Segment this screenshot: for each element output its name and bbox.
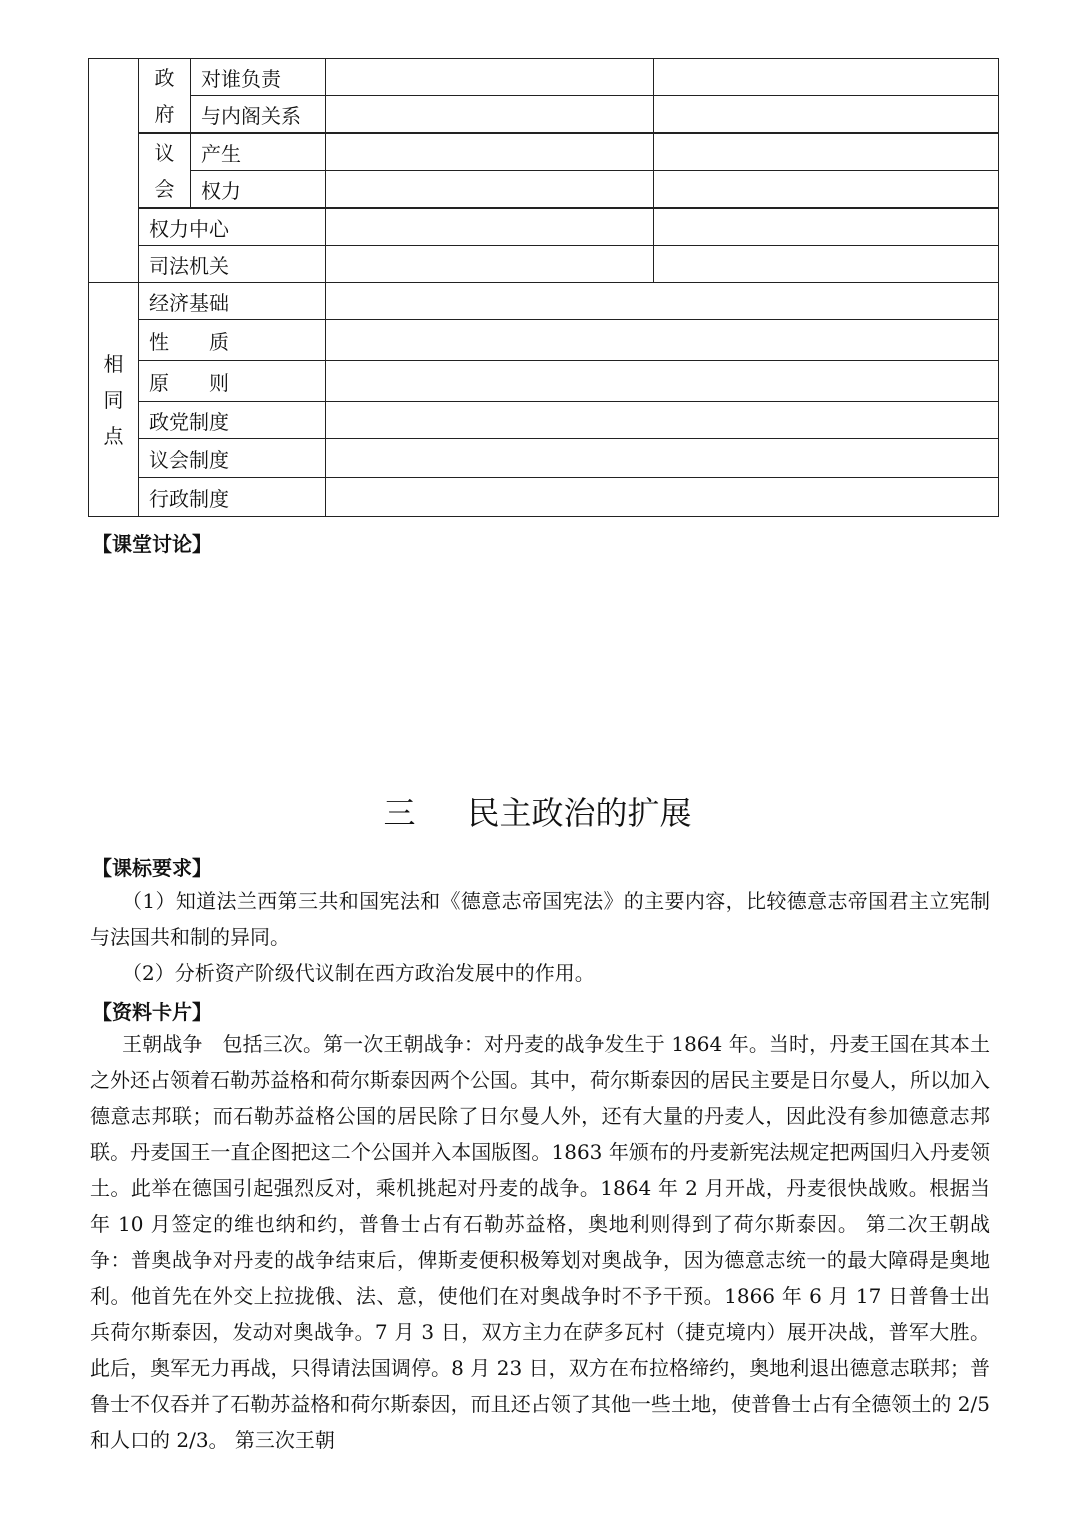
card-heading: 【资料卡片】 — [92, 1000, 212, 1024]
answer-cell — [654, 208, 999, 246]
answer-cell — [326, 439, 999, 478]
answer-cell — [654, 246, 999, 283]
answer-cell — [654, 59, 999, 96]
row-label-nature: 性 质 — [139, 320, 326, 361]
gov-group-cell — [139, 59, 191, 134]
answer-cell — [326, 246, 654, 283]
row-label-parl-power: 权力 — [191, 171, 326, 209]
row-label-judiciary: 司法机关 — [139, 246, 326, 283]
answer-cell — [654, 133, 999, 171]
answer-cell — [326, 320, 999, 361]
same-group-cell — [89, 283, 139, 517]
parl-group-char: 议 — [154, 140, 175, 165]
same-group-char: 同 — [103, 387, 124, 412]
answer-cell — [326, 402, 999, 439]
row-label-principle: 原 则 — [139, 361, 326, 402]
row-label-gov-cabinet: 与内阁关系 — [191, 96, 326, 134]
standards-heading: 【课标要求】 — [92, 856, 212, 880]
answer-cell — [654, 171, 999, 209]
discussion-heading: 【课堂讨论】 — [92, 532, 212, 556]
answer-cell — [326, 478, 999, 517]
lesson-number: 三 — [383, 794, 416, 832]
answer-cell — [654, 96, 999, 134]
answer-cell — [326, 361, 999, 402]
comparison-table — [88, 58, 999, 517]
lesson-title — [0, 788, 1075, 834]
answer-cell — [326, 96, 654, 134]
answer-cell — [326, 133, 654, 171]
gov-group-char: 政 — [154, 65, 175, 90]
answer-cell — [326, 283, 999, 320]
answer-cell — [326, 208, 654, 246]
same-group-char: 相 — [103, 351, 124, 376]
same-group-char: 点 — [103, 423, 124, 448]
table-left-blank-cell — [89, 59, 139, 283]
standard-item: （2）分析资产阶级代议制在西方政治发展中的作用。 — [122, 961, 595, 985]
row-label-executive-system: 行政制度 — [139, 478, 326, 517]
answer-cell — [326, 171, 654, 209]
standard-item: （1）知道法兰西第三共和国宪法和《德意志帝国宪法》的主要内容，比较德意志帝国君主立宪制与法国共和制的异同。 — [90, 889, 990, 949]
row-label-economic-base: 经济基础 — [139, 283, 326, 320]
parl-group-cell — [139, 133, 191, 208]
row-label-parliament-system: 议会制度 — [139, 439, 326, 478]
row-label-gov-responsible: 对谁负责 — [191, 59, 326, 96]
card-body: 王朝战争 包括三次。第一次王朝战争：对丹麦的战争发生于 1864 年。当时，丹麦王国在其本土之外还占领着石勒苏益格和荷尔斯泰因两个公国。其中，荷尔斯泰因的居民主要是日尔曼人，所以加入德意志邦联；而石勒苏益格公国的居民除了日尔曼人外，还有大量的丹麦人，因此没有参加德意志邦联。丹麦国王一直企图把这二个公国并入本国版图。1863 年颁布的丹麦新宪法规定把两国归入丹麦领土。此举在德国引起强烈反对，乘机挑起对丹麦的战争。1864 年 2 月开战，丹麦很快战败。根据当年 10 月签定的维也纳和约，普鲁士占有石勒苏益格，奥地利则得到了荷尔斯泰因。 第二次王朝战争：普奥战争对丹麦的战争结束后，俾斯麦便积极筹划对奥战争，因为德意志统一的最大障碍是奥地利。他首先在外交上拉拢俄、法、意，使他们在对奥战争时不予干预。1866 年 6 月 17 日普鲁士出兵荷尔斯泰因，发动对奥战争。7 月 3 日，双方主力在萨多瓦村（捷克境内）展开决战，普军大胜。此后，奥军无力再战，只得请法国调停。8 月 23 日，双方在布拉格缔约，奥地利退出德意志联邦；普鲁士不仅吞并了石勒苏益格和荷尔斯泰因，而且还占领了其他一些土地，使普鲁士占有全德领土的 2/5 和人口的 2/3。 第三次王朝 — [90, 1032, 990, 1452]
row-label-parl-origin: 产生 — [191, 133, 326, 171]
lesson-title-text: 民主政治的扩展 — [467, 794, 692, 832]
parl-group-char: 会 — [154, 176, 175, 201]
answer-cell — [326, 59, 654, 96]
row-label-party-system: 政党制度 — [139, 402, 326, 439]
row-label-power-center: 权力中心 — [139, 208, 326, 246]
gov-group-char: 府 — [154, 101, 175, 126]
